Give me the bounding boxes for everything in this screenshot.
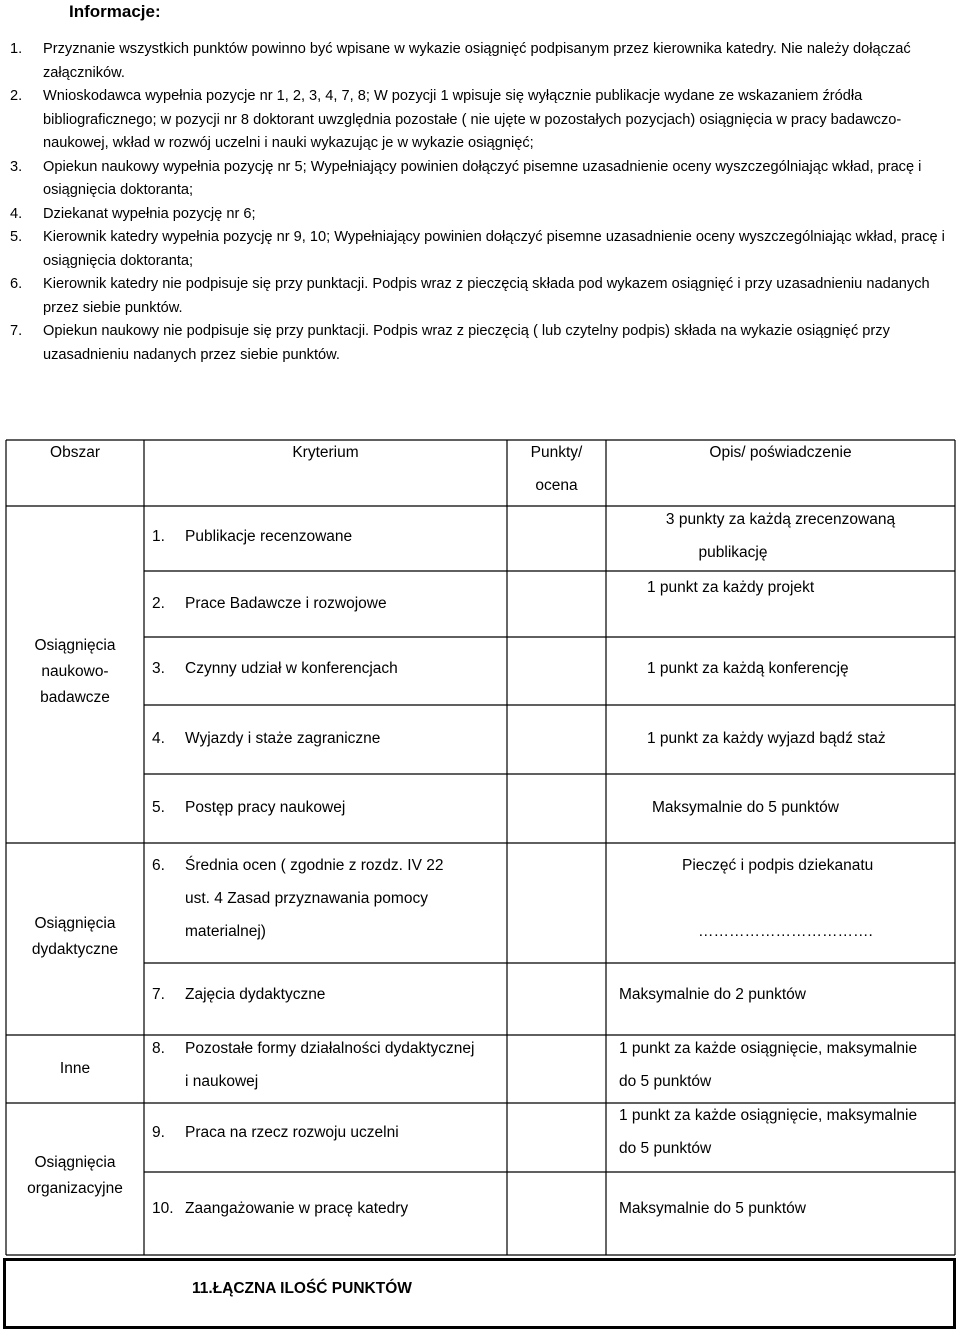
criterion-number: 1. (152, 528, 165, 545)
info-item-number: 2. (10, 88, 23, 104)
info-item-number: 3. (10, 158, 23, 175)
criterion-text: ust. 4 Zasad przyznawania pomocy (185, 890, 428, 907)
criterion-number: 3. (152, 660, 165, 677)
area-organizational (6, 1150, 144, 1202)
info-item-text: Kierownik katedry wypełnia pozycję nr 9, 10; Wypełniający powinien dołączyć pisemne uzasadnienie oceny wyszczególniając wkład, pracę i osiągnięcia doktoranta; (43, 229, 945, 269)
info-list (10, 38, 955, 367)
header-points-line2: ocena (535, 477, 578, 494)
criterion-number: 4. (152, 730, 165, 747)
info-item (10, 320, 955, 367)
info-item (10, 226, 955, 273)
description-text: 1 punkt za każdy projekt (647, 579, 815, 596)
criterion-text: Pozostałe formy działalności dydaktycznej (185, 1040, 475, 1057)
criterion-text: materialnej) (185, 923, 266, 940)
criterion-number: 9. (152, 1124, 165, 1141)
area-label: Osiągnięcia (34, 915, 116, 932)
criterion-number: 6. (152, 857, 165, 874)
info-item (10, 156, 955, 203)
area-other: Inne (59, 1060, 91, 1077)
description-text: 1 punkt za każdą konferencję (647, 660, 849, 677)
signature-line: ……………………………. (698, 923, 873, 940)
description-text: 3 punkty za każdą zrecenzowaną (665, 511, 896, 528)
area-didactic (6, 911, 144, 963)
criterion-text: Wyjazdy i staże zagraniczne (185, 730, 381, 747)
info-item (10, 38, 955, 85)
criterion-number: 10. (152, 1200, 174, 1217)
description-text: do 5 punktów (619, 1073, 712, 1090)
criterion-text: Czynny udział w konferencjach (185, 660, 398, 677)
criterion-number: 7. (152, 986, 165, 1003)
description-text: 1 punkt za każdy wyjazd bądź staż (647, 730, 886, 747)
header-area: Obszar (50, 444, 100, 461)
total-box (5, 1260, 955, 1328)
criterion-text: Postęp pracy naukowej (185, 799, 346, 816)
description-text: publikację (698, 544, 768, 561)
area-label: Osiągnięcia (34, 1154, 116, 1171)
criterion-text: Zajęcia dydaktyczne (185, 986, 326, 1003)
description-text: 1 punkt za każde osiągnięcie, maksymalnie (619, 1040, 918, 1057)
area-label: naukowo- (41, 663, 109, 680)
criterion-text: Prace Badawcze i rozwojowe (185, 595, 387, 612)
criterion-number: 8. (152, 1040, 165, 1057)
info-item-number: 6. (10, 276, 23, 292)
criterion-number: 5. (152, 799, 165, 816)
area-label: Osiągnięcia (34, 637, 116, 654)
criterion-text: Zaangażowanie w pracę katedry (185, 1200, 409, 1217)
info-item-number: 4. (10, 205, 23, 222)
description-text: Maksymalnie do 2 punktów (619, 986, 806, 1003)
info-item-text: Przyznanie wszystkich punktów powinno być wpisane w wykazie osiągnięć podpisanym przez kierownika katedry. Nie należy dołączać załączników. (43, 41, 911, 81)
info-item-text: Opiekun naukowy wypełnia pozycję nr 5; Wypełniający powinien dołączyć pisemne uzasadnienie oceny wyszczególniając wkład, pracę i osiągnięcia doktoranta; (43, 158, 922, 198)
info-item (10, 203, 955, 227)
criterion-number: 2. (152, 595, 165, 612)
criterion-text: Publikacje recenzowane (185, 528, 353, 545)
info-item-text: Opiekun naukowy nie podpisuje się przy punktacji. Podpis wraz z pieczęcią ( lub czytelny podpis) składa na wykazie osiągnięć przy uzasadnieniu nadanych przez siebie punktów. (43, 323, 890, 363)
criterion-text: i naukowej (185, 1073, 259, 1090)
info-item-number: 1. (10, 41, 23, 57)
criterion-text: Średnia ocen ( zgodnie z rozdz. IV 22 (185, 857, 444, 874)
area-research (6, 633, 144, 711)
description-text: 1 punkt za każde osiągnięcie, maksymalnie (619, 1107, 918, 1124)
info-item-text: Wnioskodawca wypełnia pozycje nr 1, 2, 3, 4, 7, 8; W pozycji 1 wpisuje się wyłącznie publikacje wydane ze wskazaniem źródła bibliograficznego; w pozycji nr 8 doktorant uwzględnia pozostałe ( nie ujęte w pozostałych pozycjach) osiągnięcia w pracy badawczo- naukowej, wkład w rozwój uczelni i nauki wykazując je w wykazie osiągnięć; (43, 88, 902, 151)
header-criterion: Kryterium (292, 444, 359, 461)
header-points: Punkty/ (530, 444, 583, 461)
header-description: Opis/ poświadczenie (709, 444, 852, 461)
info-item-text: Kierownik katedry nie podpisuje się przy punktacji. Podpis wraz z pieczęcią składa pod wykazem osiągnięć i przy uzasadnieniu nadanych przez siebie punktów. (43, 276, 930, 316)
info-item (10, 85, 955, 156)
description-text: do 5 punktów (619, 1140, 712, 1157)
info-item-number: 7. (10, 323, 23, 339)
total-points-label: 11.ŁĄCZNA ILOŚĆ PUNKTÓW (192, 1280, 412, 1297)
info-item-number: 5. (10, 229, 23, 245)
info-item-text: Dziekanat wypełnia pozycję nr 6; (43, 205, 256, 222)
description-text: Maksymalnie do 5 punktów (652, 799, 839, 816)
area-label: badawcze (40, 689, 110, 706)
page-heading: Informacje: (69, 2, 161, 21)
description-text: Maksymalnie do 5 punktów (619, 1200, 806, 1217)
criterion-text: Praca na rzecz rozwoju uczelni (185, 1124, 399, 1141)
description-text: Pieczęć i podpis dziekanatu (682, 857, 874, 874)
area-label: organizacyjne (27, 1180, 123, 1197)
area-label: dydaktyczne (31, 941, 119, 958)
info-item (10, 273, 955, 320)
